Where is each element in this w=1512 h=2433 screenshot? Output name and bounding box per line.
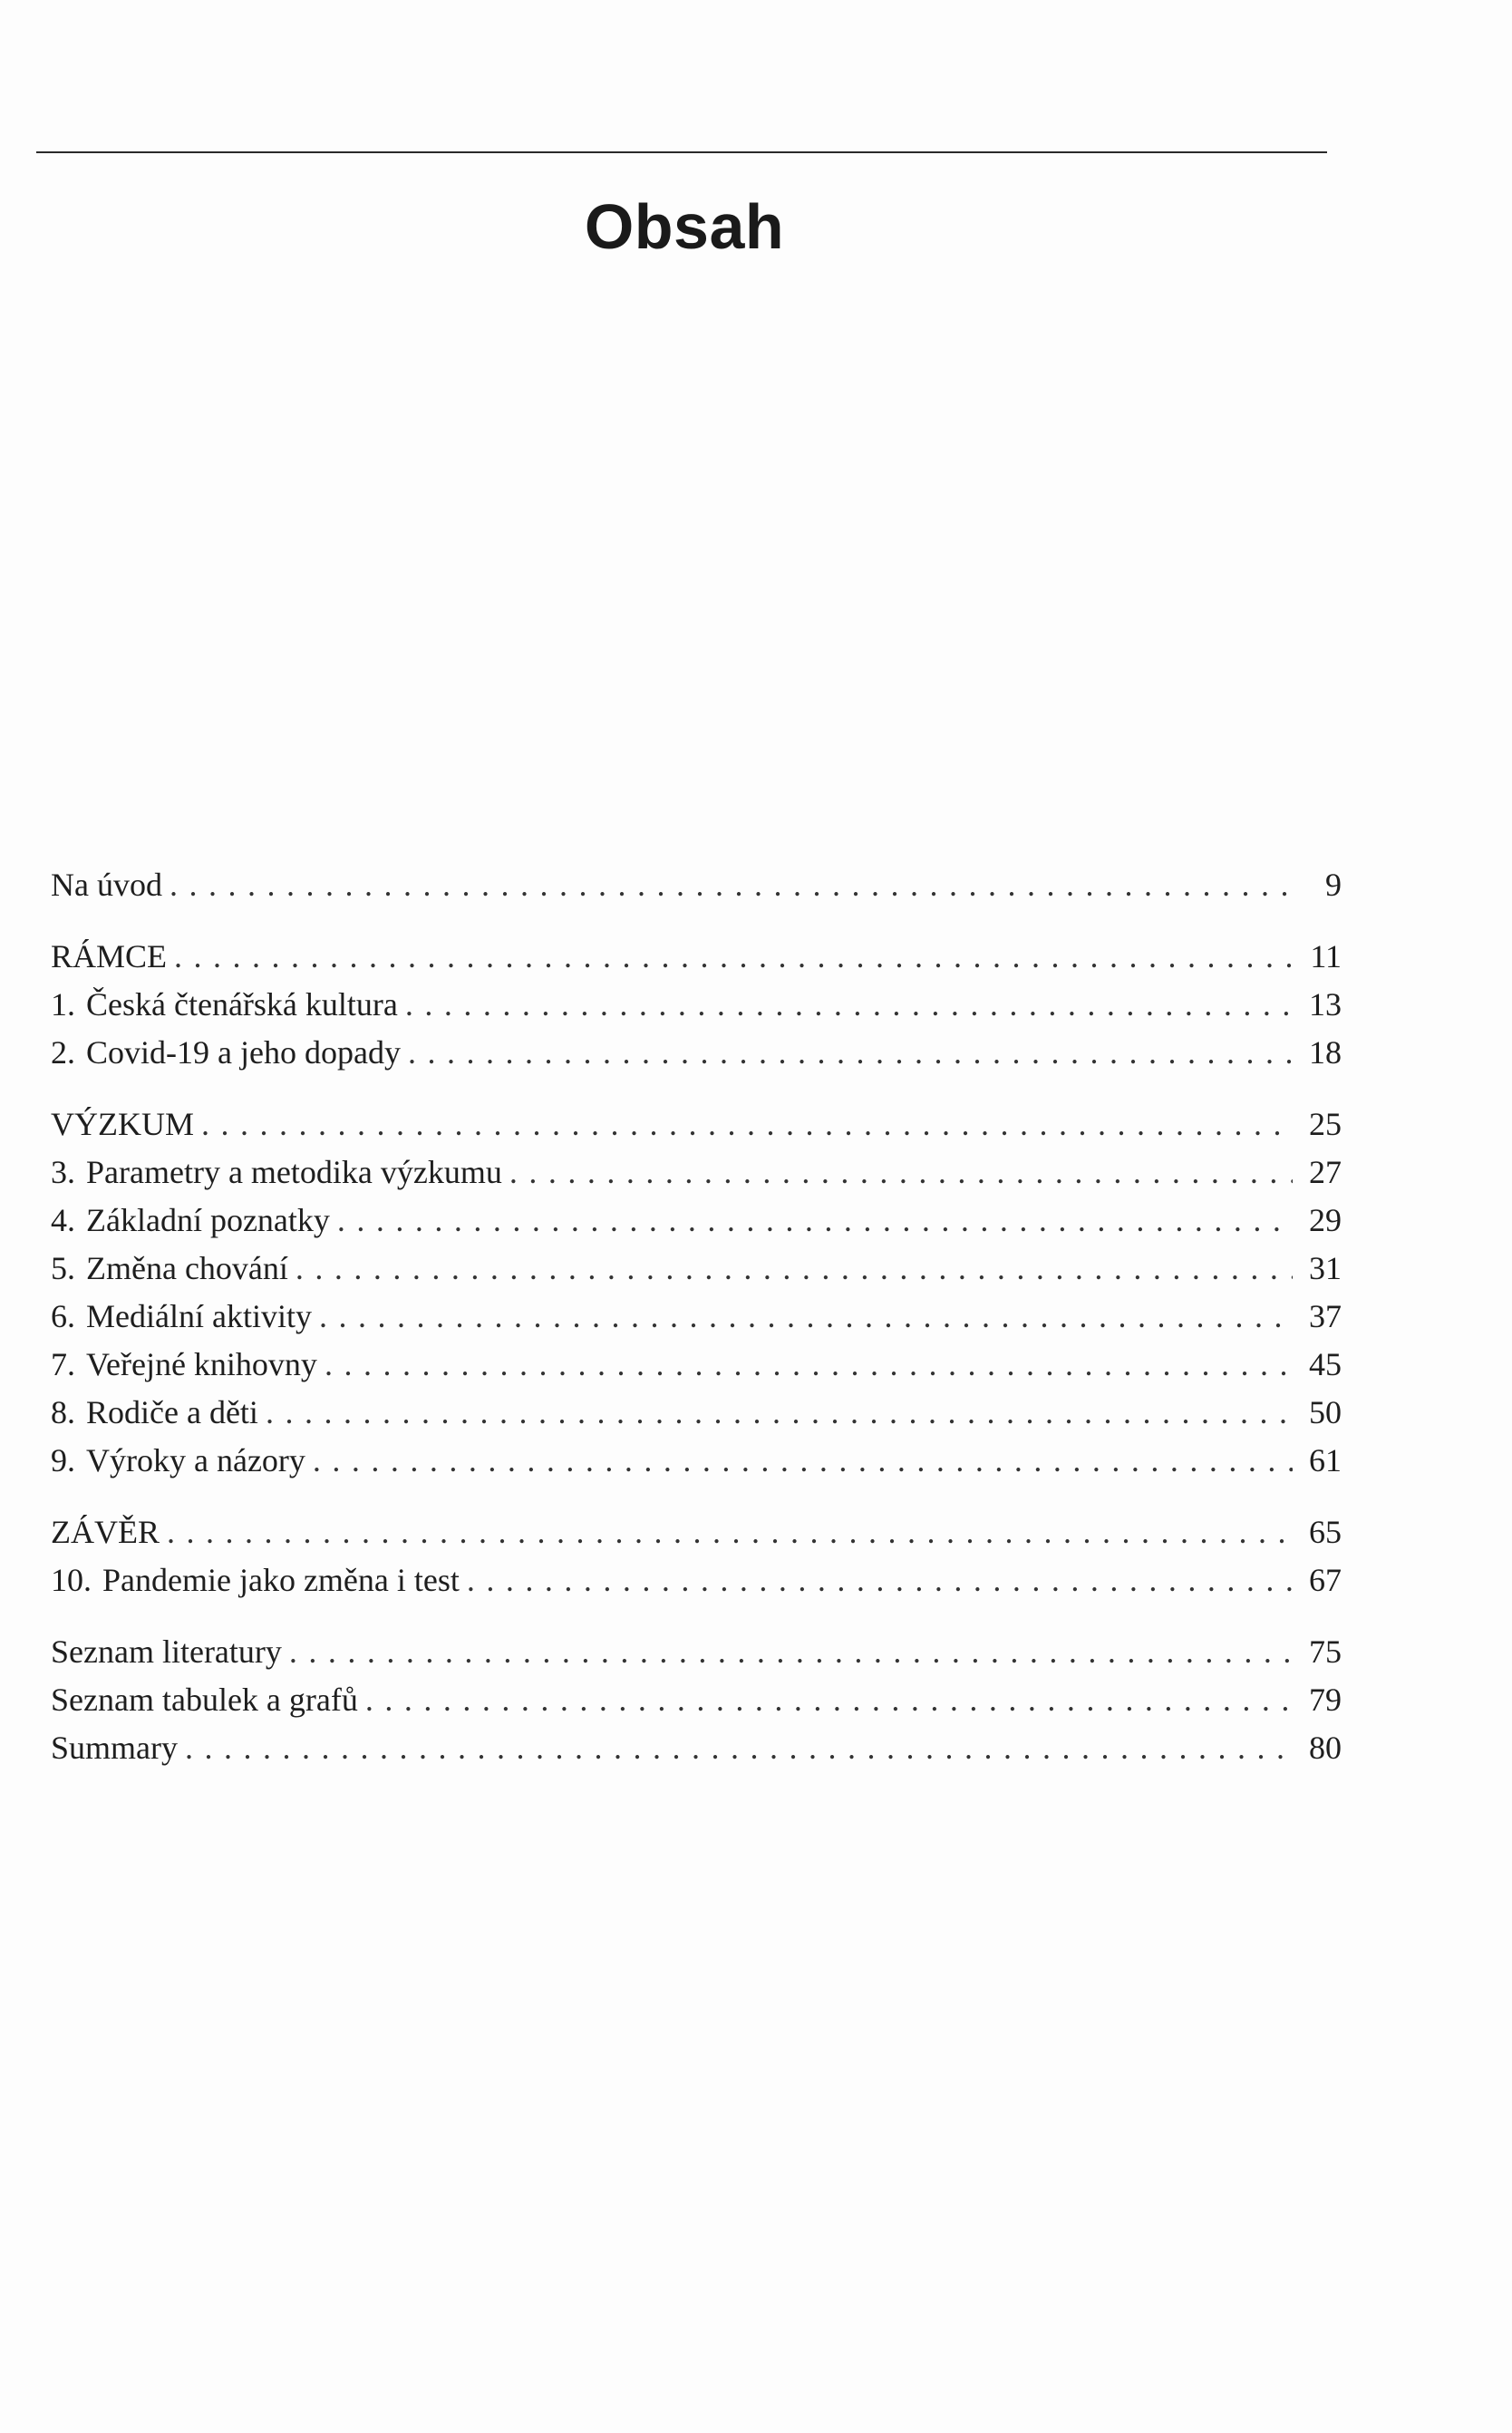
toc-entry-label: Summary (51, 1730, 178, 1766)
toc-entry-page-number: 65 (1309, 1514, 1342, 1550)
toc-entry[interactable] (51, 1197, 1342, 1245)
toc-entry-page-number: 79 (1309, 1682, 1342, 1718)
dot-leader (365, 1676, 1293, 1724)
toc-entry-label: Pandemie jako změna i test (102, 1562, 460, 1598)
toc-entry[interactable] (51, 933, 1342, 981)
toc-entry-number: 1. (51, 986, 75, 1023)
toc-entry-label: Seznam tabulek a grafů (51, 1682, 358, 1718)
toc-entry[interactable] (51, 1389, 1342, 1437)
toc-entry-number: 7. (51, 1346, 75, 1382)
toc-entry-number: 9. (51, 1442, 75, 1478)
dot-leader (405, 981, 1293, 1029)
toc-entry-page-number: 9 (1325, 867, 1342, 903)
toc-entry-number: 6. (51, 1298, 75, 1334)
toc-entry-number: 8. (51, 1394, 75, 1430)
dot-leader (185, 1724, 1293, 1772)
toc-entry-page-number: 80 (1309, 1730, 1342, 1766)
dot-leader (201, 1100, 1293, 1149)
dot-leader (467, 1556, 1293, 1604)
toc-entry[interactable] (51, 1341, 1342, 1389)
toc-entry-page-number: 45 (1309, 1346, 1342, 1382)
toc-entry-label: Mediální aktivity (86, 1298, 312, 1334)
toc-entry[interactable] (51, 1628, 1342, 1676)
dot-leader (296, 1245, 1293, 1293)
toc-entry-label: RÁMCE (51, 938, 168, 974)
toc-entry[interactable] (51, 1508, 1342, 1556)
dot-leader (408, 1029, 1293, 1077)
toc-entry[interactable] (51, 1437, 1342, 1485)
header-rule (36, 151, 1327, 153)
toc-entry-label: Na úvod (51, 867, 162, 903)
toc-entry-label: Česká čtenářská kultura (86, 986, 398, 1023)
toc-entry-label: Základní poznatky (86, 1202, 330, 1238)
toc-entry-number: 2. (51, 1034, 75, 1071)
toc-entry-label: Rodiče a děti (86, 1394, 258, 1430)
toc-entry[interactable] (51, 981, 1342, 1029)
toc-entry-number: 4. (51, 1202, 75, 1238)
page-title: Obsah (584, 191, 785, 262)
toc-entry[interactable] (51, 1100, 1342, 1149)
toc-entry-page-number: 29 (1309, 1202, 1342, 1238)
toc-entry-page-number: 75 (1309, 1633, 1342, 1670)
dot-leader (289, 1628, 1293, 1676)
toc-entry-page-number: 13 (1309, 986, 1342, 1023)
toc-entry-label: ZÁVĚR (51, 1514, 160, 1550)
toc-entry-label: VÝZKUM (51, 1106, 194, 1142)
toc-entry-page-number: 37 (1309, 1298, 1342, 1334)
toc-entry[interactable] (51, 1029, 1342, 1077)
dot-leader (337, 1197, 1293, 1245)
toc-entry[interactable] (51, 1245, 1342, 1293)
toc-entry-page-number: 27 (1309, 1154, 1342, 1190)
table-of-contents (51, 861, 1342, 1796)
toc-entry-number: 10. (51, 1562, 92, 1598)
toc-entry[interactable] (51, 1149, 1342, 1197)
toc-group (51, 1100, 1342, 1485)
toc-entry-label: Parametry a metodika výzkumu (86, 1154, 502, 1190)
toc-group (51, 861, 1342, 909)
toc-group (51, 1508, 1342, 1604)
dot-leader (170, 861, 1293, 909)
toc-entry-page-number: 50 (1309, 1394, 1342, 1430)
dot-leader (313, 1437, 1293, 1485)
dot-leader (174, 933, 1293, 981)
dot-leader (325, 1341, 1293, 1389)
toc-entry[interactable] (51, 1676, 1342, 1724)
toc-group (51, 933, 1342, 1077)
toc-entry-page-number: 67 (1309, 1562, 1342, 1598)
toc-entry-label: Výroky a názory (86, 1442, 305, 1478)
toc-entry[interactable] (51, 861, 1342, 909)
toc-entry-page-number: 11 (1310, 938, 1342, 974)
toc-entry-page-number: 61 (1309, 1442, 1342, 1478)
toc-entry[interactable] (51, 1293, 1342, 1341)
toc-entry-label: Seznam literatury (51, 1633, 282, 1670)
dot-leader (266, 1389, 1293, 1437)
dot-leader (509, 1149, 1293, 1197)
toc-entry-label: Covid-19 a jeho dopady (86, 1034, 401, 1071)
toc-entry-label: Změna chování (86, 1250, 288, 1286)
toc-entry-label: Veřejné knihovny (86, 1346, 317, 1382)
toc-entry-number: 3. (51, 1154, 75, 1190)
toc-entry-page-number: 31 (1309, 1250, 1342, 1286)
dot-leader (167, 1508, 1293, 1556)
toc-entry-page-number: 18 (1309, 1034, 1342, 1071)
dot-leader (319, 1293, 1293, 1341)
toc-group (51, 1628, 1342, 1772)
toc-entry-number: 5. (51, 1250, 75, 1286)
toc-entry[interactable] (51, 1556, 1342, 1604)
toc-entry[interactable] (51, 1724, 1342, 1772)
toc-entry-page-number: 25 (1309, 1106, 1342, 1142)
